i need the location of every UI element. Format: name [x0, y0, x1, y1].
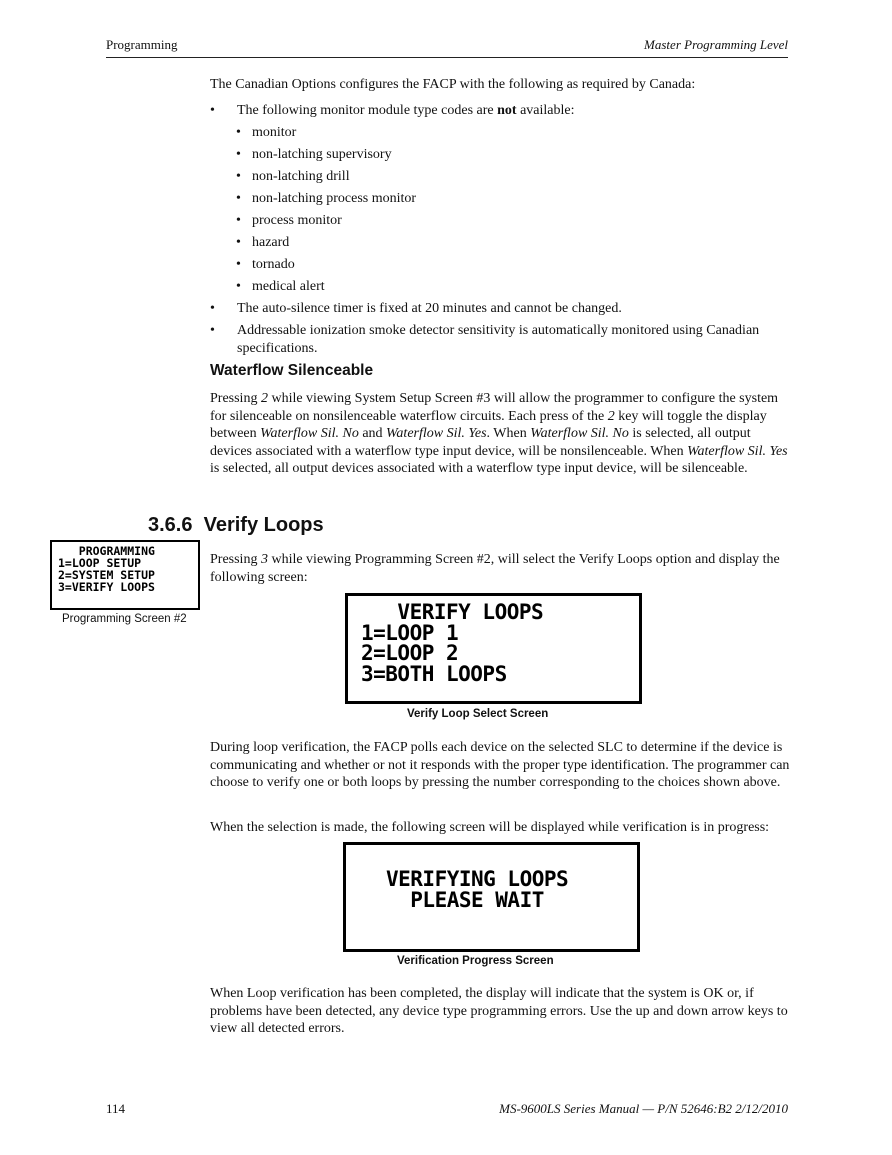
verify-intro-paragraph: Pressing 3 while viewing Programming Screen #2, will select the Verify Loops option and display the following screen: [210, 552, 780, 585]
bullet-dot: • [210, 103, 215, 118]
manual-reference: MS-9600LS Series Manual — P/N 52646:B2 2/12/2010 [499, 1101, 788, 1116]
progress-screen-caption: Verification Progress Screen [397, 955, 554, 967]
verify-screen-caption: Verify Loop Select Screen [407, 708, 549, 720]
waterflow-heading: Waterflow Silenceable [210, 362, 374, 379]
section-heading: 3.6.6 Verify Loops [148, 514, 324, 536]
page-number: 114 [106, 1101, 126, 1116]
page-header [106, 37, 788, 58]
completed-paragraph: When Loop verification has been completed, the display will indicate that the system is OK or, if problems have been detected, any device type programming errors. Use the up and down arrow keys to view all detected errors. [210, 986, 788, 1037]
selection-paragraph: When the selection is made, the following screen will be displayed while verification is in progress: [210, 820, 770, 835]
lcd-line: 2=SYSTEM SETUP [58, 568, 155, 582]
verify-loops-lcd [345, 593, 642, 704]
header-section: Programming [106, 37, 178, 52]
header-level: Master Programming Level [644, 37, 788, 52]
lcd-line: PROGRAMMING [58, 544, 155, 558]
lcd-line: VERIFYING LOOPS [386, 867, 569, 891]
verification-progress-lcd [343, 842, 640, 952]
bullet-text: The following monitor module type codes are not available: [237, 103, 575, 118]
lcd-line: 2=LOOP 2 [361, 641, 459, 665]
lcd-line: 1=LOOP SETUP [58, 556, 142, 570]
waterflow-paragraph: Pressing 2 while viewing System Setup Screen #3 will allow the programmer to configure the system for silenceable on nonsilenceable waterflow circuits. Each press of the 2 key will toggle the display between Waterflow Sil. No and Waterflow Sil. Yes. When Waterflow Sil. No is selected, all output devices associated with a waterflow type input device, will be nonsilenceable. When Waterflow Sil. Yes is selected, all output devices associated with a waterflow type input device, will be silenceable. [210, 391, 788, 477]
programming-screen-lcd [50, 540, 200, 610]
lcd-line: 3=BOTH LOOPS [361, 661, 507, 686]
lcd-line: 1=LOOP 1 [361, 620, 459, 645]
lcd-line: VERIFY LOOPS [361, 600, 544, 624]
verification-paragraph: During loop verification, the FACP polls each device on the selected SLC to determine if the device is communicating and whether or not it responds with the proper type identification. The programmer can choose to verify one or both loops by pressing the number corresponding to the choices shown above. [210, 740, 790, 791]
programming-screen-caption: Programming Screen #2 [62, 613, 187, 625]
lcd-line: 3=VERIFY LOOPS [58, 580, 155, 594]
intro-paragraph: The Canadian Options configures the FACP with the following as required by Canada: [210, 77, 696, 92]
lcd-line: PLEASE WAIT [386, 887, 544, 912]
